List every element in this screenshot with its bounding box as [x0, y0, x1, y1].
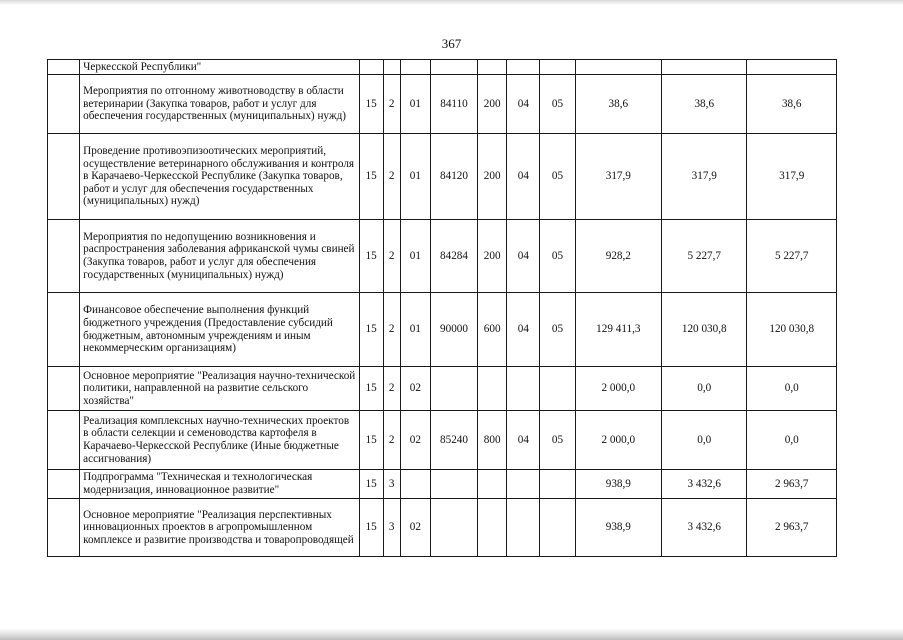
subsection-cell [540, 60, 575, 75]
subsection-cell: 05 [540, 220, 575, 293]
amount-year1-cell [575, 60, 661, 75]
expense-type-cell: 200 [478, 134, 507, 220]
subprogram-code-cell: 2 [383, 134, 400, 220]
subprogram-code-cell: 2 [383, 293, 400, 367]
amount-year3-cell: 2 963,7 [747, 499, 837, 557]
num-cell [48, 220, 80, 293]
table-row [48, 220, 837, 293]
section-cell [507, 470, 540, 499]
amount-year3-cell: 2 963,7 [747, 470, 837, 499]
section-cell: 04 [507, 220, 540, 293]
subprogram-code-cell: 2 [383, 75, 400, 134]
program-code-cell: 15 [359, 75, 383, 134]
expense-name-cell: Основное мероприятие "Реализация перспективных инновационных проектов в агропромышленном комплексе и развитие производства и товаропроводящей [80, 499, 359, 557]
num-cell [48, 60, 80, 75]
expense-type-cell [478, 499, 507, 557]
subprogram-code-cell: 3 [383, 470, 400, 499]
expense-name-cell: Финансовое обеспечение выполнения функций бюджетного учреждения (Предоставление субсидий бюджетным, автономным учреждениям и иным некоммерческим организациям) [80, 293, 359, 367]
amount-year1-cell: 938,9 [575, 499, 661, 557]
amount-year2-cell: 0,0 [662, 411, 747, 470]
main-event-code-cell: 02 [400, 499, 430, 557]
subprogram-code-cell: 3 [383, 499, 400, 557]
table-row [48, 293, 837, 367]
amount-year2-cell: 3 432,6 [662, 499, 747, 557]
program-code-cell [359, 60, 383, 75]
program-code-cell: 15 [359, 367, 383, 411]
table-row [48, 499, 837, 557]
expense-name-cell: Мероприятия по отгонному животноводству в области ветеринарии (Закупка товаров, работ и услуг для обеспечения государственных (муниципальных) нужд) [80, 75, 359, 134]
program-code-cell: 15 [359, 134, 383, 220]
main-event-code-cell: 02 [400, 367, 430, 411]
amount-year1-cell: 928,2 [575, 220, 661, 293]
direction-code-cell: 84120 [430, 134, 477, 220]
expense-type-cell: 800 [478, 411, 507, 470]
program-code-cell: 15 [359, 293, 383, 367]
direction-code-cell [430, 60, 477, 75]
section-cell: 04 [507, 293, 540, 367]
amount-year1-cell: 129 411,3 [575, 293, 661, 367]
amount-year3-cell: 0,0 [747, 411, 837, 470]
direction-code-cell [430, 367, 477, 411]
direction-code-cell: 84110 [430, 75, 477, 134]
direction-code-cell: 85240 [430, 411, 477, 470]
expense-name-cell: Проведение противоэпизоотических мероприятий, осуществление ветеринарного обслуживания и контроля в Карачаево-Черкесской Республике (Закупка товаров, работ и услуг для обеспечения государственных (муниципальных) нужд) [80, 134, 359, 220]
main-event-code-cell [400, 470, 430, 499]
table-row [48, 60, 837, 75]
num-cell [48, 499, 80, 557]
amount-year1-cell: 317,9 [575, 134, 661, 220]
amount-year3-cell [747, 60, 837, 75]
table-row [48, 75, 837, 134]
direction-code-cell [430, 499, 477, 557]
subprogram-code-cell: 2 [383, 220, 400, 293]
expense-type-cell [478, 470, 507, 499]
subsection-cell [540, 470, 575, 499]
table-row [48, 411, 837, 470]
section-cell: 04 [507, 411, 540, 470]
page-number: 367 [441, 36, 462, 51]
expense-name-cell: Черкесской Республики" [80, 60, 359, 75]
expense-type-cell: 200 [478, 75, 507, 134]
table-row [48, 134, 837, 220]
direction-code-cell: 90000 [430, 293, 477, 367]
main-event-code-cell [400, 60, 430, 75]
section-cell [507, 367, 540, 411]
amount-year1-cell: 2 000,0 [575, 411, 661, 470]
main-event-code-cell: 01 [400, 220, 430, 293]
scan-edge-top [0, 0, 903, 5]
direction-code-cell: 84284 [430, 220, 477, 293]
amount-year1-cell: 938,9 [575, 470, 661, 499]
expense-name-cell: Подпрограмма "Техническая и технологическая модернизация, инновационное развитие" [80, 470, 359, 499]
amount-year1-cell: 2 000,0 [575, 367, 661, 411]
subsection-cell: 05 [540, 134, 575, 220]
subprogram-code-cell [383, 60, 400, 75]
subprogram-code-cell: 2 [383, 411, 400, 470]
expense-name-cell: Реализация комплексных научно-технических проектов в области селекции и семеноводства картофеля в Карачаево-Черкесской Республике (Иные бюджетные ассигнования) [80, 411, 359, 470]
section-cell [507, 499, 540, 557]
amount-year2-cell [662, 60, 747, 75]
expense-name-cell: Основное мероприятие "Реализация научно-технической политики, направленной на развитие сельского хозяйства" [80, 367, 359, 411]
num-cell [48, 134, 80, 220]
direction-code-cell [430, 470, 477, 499]
subsection-cell: 05 [540, 293, 575, 367]
table-body [48, 60, 837, 557]
expense-type-cell: 200 [478, 220, 507, 293]
subsection-cell [540, 367, 575, 411]
table-row [48, 470, 837, 499]
main-event-code-cell: 02 [400, 411, 430, 470]
main-event-code-cell: 01 [400, 134, 430, 220]
table-row [48, 367, 837, 411]
amount-year2-cell: 0,0 [662, 367, 747, 411]
num-cell [48, 367, 80, 411]
subsection-cell: 05 [540, 75, 575, 134]
subprogram-code-cell: 2 [383, 367, 400, 411]
section-cell: 04 [507, 134, 540, 220]
amount-year2-cell: 317,9 [662, 134, 747, 220]
amount-year3-cell: 5 227,7 [747, 220, 837, 293]
subsection-cell: 05 [540, 411, 575, 470]
amount-year2-cell: 120 030,8 [662, 293, 747, 367]
amount-year3-cell: 0,0 [747, 367, 837, 411]
num-cell [48, 293, 80, 367]
section-cell [507, 60, 540, 75]
main-event-code-cell: 01 [400, 293, 430, 367]
program-code-cell: 15 [359, 470, 383, 499]
num-cell [48, 470, 80, 499]
amount-year2-cell: 38,6 [662, 75, 747, 134]
expense-type-cell: 600 [478, 293, 507, 367]
subsection-cell [540, 499, 575, 557]
program-code-cell: 15 [359, 220, 383, 293]
expense-name-cell: Мероприятия по недопущению возникновения и распространения заболевания африканской чумы свиней (Закупка товаров, работ и услуг для обеспечения государственных (муниципальных) нужд) [80, 220, 359, 293]
program-code-cell: 15 [359, 411, 383, 470]
budget-table [47, 59, 837, 557]
amount-year3-cell: 120 030,8 [747, 293, 837, 367]
amount-year3-cell: 317,9 [747, 134, 837, 220]
num-cell [48, 411, 80, 470]
expense-type-cell [478, 60, 507, 75]
program-code-cell: 15 [359, 499, 383, 557]
amount-year1-cell: 38,6 [575, 75, 661, 134]
expense-type-cell [478, 367, 507, 411]
amount-year2-cell: 3 432,6 [662, 470, 747, 499]
amount-year3-cell: 38,6 [747, 75, 837, 134]
num-cell [48, 75, 80, 134]
main-event-code-cell: 01 [400, 75, 430, 134]
section-cell: 04 [507, 75, 540, 134]
scan-edge-bottom [0, 628, 903, 640]
amount-year2-cell: 5 227,7 [662, 220, 747, 293]
